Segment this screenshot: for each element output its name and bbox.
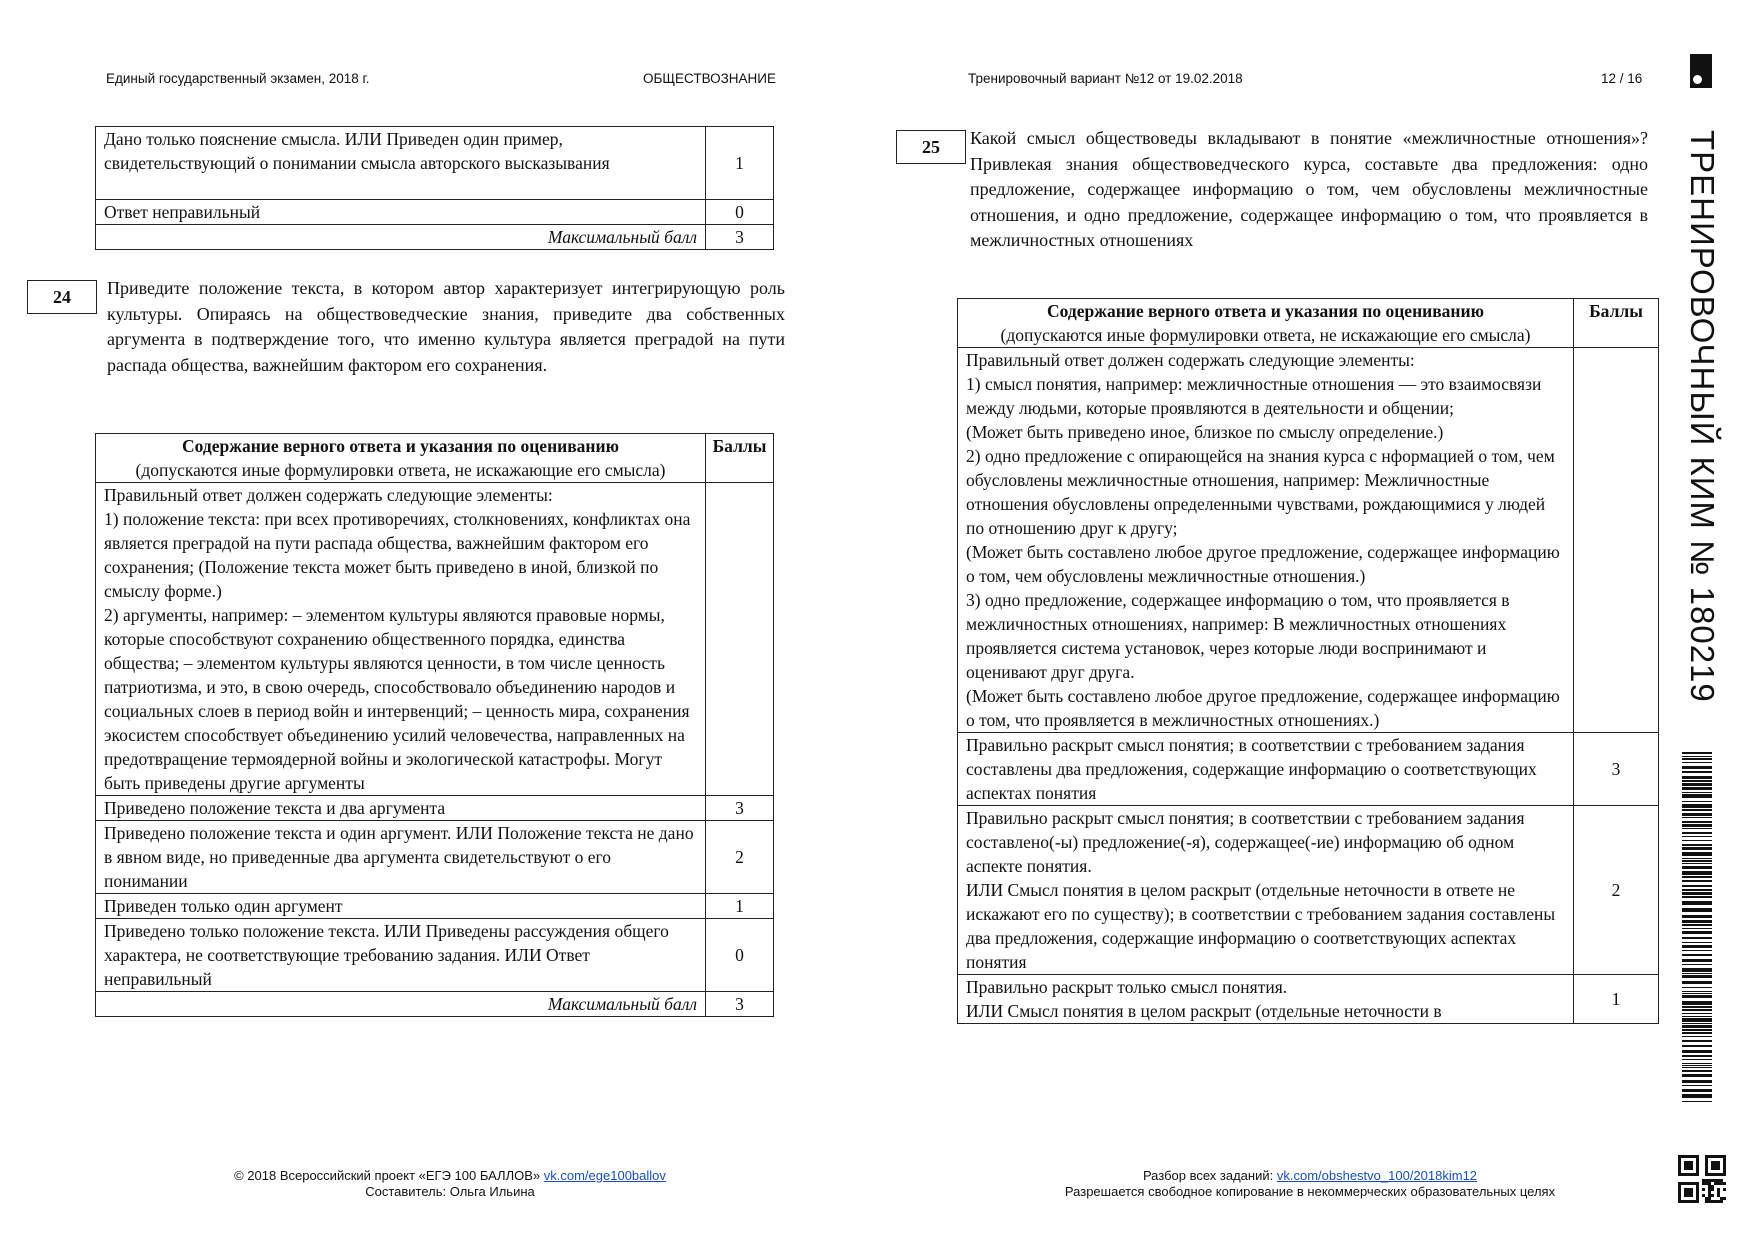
qr-finder-module [1684, 1188, 1693, 1197]
footer-copyright: © 2018 Всероссийский проект «ЕГЭ 100 БАЛЛОВ» [234, 1168, 541, 1183]
barcode-bar [1682, 1006, 1712, 1008]
table-header [958, 299, 1659, 348]
table-row [96, 796, 774, 821]
barcode-bar [1682, 959, 1712, 962]
qr-module [1714, 1179, 1717, 1182]
barcode-bar [1682, 780, 1712, 782]
table-header [96, 434, 774, 483]
barcode-bar [1682, 928, 1712, 929]
barcode-bar [1682, 931, 1712, 934]
barcode-bar [1682, 880, 1712, 882]
qr-module [1711, 1200, 1714, 1203]
qr-module [1705, 1182, 1708, 1185]
criterion-text: Правильно раскрыт только смысл понятия. ИЛИ Смысл понятия в целом раскрыт (отдельные неточности в [958, 975, 1574, 1024]
qr-module [1708, 1191, 1711, 1194]
footer-analysis-label: Разбор всех заданий: [1142, 1168, 1274, 1183]
barcode-bar [1682, 973, 1712, 974]
barcode-bar [1682, 1013, 1712, 1014]
barcode-bar [1682, 776, 1712, 779]
table-row [958, 733, 1659, 806]
barcode-bar [1682, 1065, 1712, 1066]
question-25-text: Какой смысл обществоведы вкладывают в понятие «межличностные отношения»? Привлекая знания обществоведческого курса, составьте два предложения: одно предложение, содержащее информацию о том, чем обусловлены межличностные отношения, и одно предложение, содержащее информацию о том, что проявляется в межличностных отношениях [970, 128, 1648, 250]
table-row [958, 806, 1659, 975]
answer-content: Правильный ответ должен содержать следующие элементы: 1) положение текста: при всех противоречиях, столкновениях, конфликтах она является преградой на пути распада общества, важнейшим фактором его сохранения; (Положение текста может быть приведено в иной, близкой по смыслу форме.) 2) аргументы, например: – элементом культуры являются правовые нормы, которые способствуют сохранению общественного порядка, единства общества; – элементом культуры являются ценности, в том числе ценность патриотизма, и это, в свою очередь, способствовало объединению народов и социальных слоев в период войн и интервенций; – ценность мира, сохранения экосистем способствует объединению усилий человечества, направленных на предотвращение термоядерной войны и экологической катастрофы. Могут быть приведены другие аргументы [96, 483, 706, 796]
barcode-bar [1682, 1040, 1712, 1042]
qr-module [1705, 1197, 1708, 1200]
barcode-bar [1682, 852, 1712, 856]
q25-grading-table [957, 298, 1659, 1024]
barcode-bar [1682, 924, 1712, 926]
qr-module [1717, 1191, 1720, 1194]
barcode-bar [1682, 901, 1712, 905]
barcode-bar [1682, 1080, 1712, 1083]
barcode-bar [1682, 1070, 1712, 1072]
header-note: (допускаются иные формулировки ответа, не искажающие его смысла) [1000, 325, 1531, 345]
score-value: 0 [706, 919, 774, 992]
barcode-bar [1682, 828, 1712, 829]
barcode-bar [1682, 993, 1712, 994]
table-row [96, 127, 774, 200]
barcode-bar [1682, 804, 1712, 808]
footer-right [990, 1168, 1630, 1200]
qr-module [1717, 1179, 1720, 1182]
header-note: (допускаются иные формулировки ответа, не искажающие его смысла) [135, 460, 666, 480]
qr-module [1708, 1179, 1711, 1182]
qr-module [1702, 1182, 1705, 1185]
qr-module [1708, 1197, 1711, 1200]
criterion-text: Дано только пояснение смысла. ИЛИ Приведен один пример, свидетельствующий о понимании смысла авторского высказывания [96, 127, 706, 200]
table-row [96, 200, 774, 225]
table-row [958, 975, 1659, 1024]
criterion-text: Приведен только один аргумент [96, 894, 706, 919]
table-row [958, 348, 1659, 733]
footer-author: Составитель: Ольга Ильина [365, 1184, 535, 1199]
barcode-bar [1682, 964, 1712, 965]
table-row [96, 483, 774, 796]
question-24-text: Приведите положение текста, в котором автор характеризует интегрирующую роль культуры. Опираясь на обществоведческие знания, приведите два собственных аргумента в подтверждение того, что именно культура является преградой на пути распада общества, важнейшим фактором его сохранения. [107, 278, 785, 375]
qr-module [1720, 1182, 1723, 1185]
qr-module [1702, 1194, 1705, 1197]
criterion-text: Приведено положение текста и два аргумента [96, 796, 706, 821]
q25-table-clip [957, 298, 1659, 1144]
barcode-bar [1682, 981, 1712, 984]
qr-module [1717, 1200, 1720, 1203]
top-grading-table [95, 126, 774, 250]
score-value: 0 [706, 200, 774, 225]
barcode-bar [1682, 1050, 1712, 1053]
qr-module [1723, 1197, 1726, 1200]
footer-left-link[interactable]: vk.com/ege100ballov [543, 1168, 666, 1183]
empty-score-cell [1574, 348, 1659, 733]
qr-module [1711, 1188, 1714, 1191]
score-value: 2 [1574, 806, 1659, 975]
table-row [96, 894, 774, 919]
barcode-bar [1682, 871, 1712, 875]
barcode-bar [1682, 1063, 1712, 1064]
barcode-bar [1682, 863, 1712, 864]
qr-module [1714, 1182, 1717, 1185]
qr-module [1711, 1185, 1714, 1188]
barcode-bar [1682, 809, 1712, 811]
qr-module [1714, 1200, 1717, 1203]
barcode-bar [1682, 1101, 1712, 1102]
barcode-bar [1682, 1085, 1712, 1086]
score-value: 1 [706, 894, 774, 919]
criterion-text: Правильно раскрыт смысл понятия; в соответствии с требованием задания составлено(-ы) предложение(-я), содержащее(-ие) информацию об одном аспекте понятия. ИЛИ Смысл понятия в целом раскрыт (отдельные неточности в ответе не искажают его по существу); в соответствии с требованием задания составлены два предложения, содержащие информацию о соответствующих аспектах понятия [958, 806, 1574, 975]
barcode-bar [1682, 840, 1712, 841]
barcode-bar [1682, 787, 1712, 790]
page-number: 12 / 16 [1601, 71, 1643, 86]
barcode-bar [1682, 1094, 1712, 1098]
footer-license: Разрешается свободное копирование в некоммерческих образовательных целях [1064, 1184, 1556, 1199]
qr-module [1705, 1179, 1708, 1182]
barcode-bar [1682, 858, 1712, 859]
score-value: 1 [1574, 975, 1659, 1024]
table-header-cell [96, 434, 706, 483]
max-score-value: 3 [706, 225, 774, 250]
barcode-bar [1682, 821, 1712, 823]
qr-module [1720, 1179, 1723, 1182]
qr-module [1708, 1185, 1711, 1188]
barcode-bar [1682, 1018, 1712, 1022]
barcode-bar [1682, 1055, 1712, 1057]
header-title: Содержание верного ответа и указания по оцениванию [182, 436, 619, 456]
q24-grading-table [95, 433, 774, 1017]
max-score-label: Максимальный балл [96, 992, 706, 1017]
barcode [1682, 752, 1712, 1102]
barcode-bar [1682, 920, 1712, 923]
qr-module [1717, 1194, 1720, 1197]
barcode-bar [1682, 991, 1712, 992]
barcode-bar [1682, 1023, 1712, 1024]
question-number-25: 25 [896, 130, 966, 164]
max-score-label: Максимальный балл [96, 225, 706, 250]
qr-module [1723, 1188, 1726, 1191]
variant-title: Тренировочный вариант №12 от 19.02.2018 [968, 71, 1243, 86]
barcode-bar [1682, 954, 1712, 956]
max-score-value: 3 [706, 992, 774, 1017]
barcode-bar [1682, 1089, 1712, 1092]
table-row [96, 919, 774, 992]
barcode-bar [1682, 1045, 1712, 1047]
barcode-bar [1682, 847, 1712, 850]
barcode-bar [1682, 1067, 1712, 1068]
barcode-bar [1682, 758, 1712, 760]
barcode-bar [1682, 987, 1712, 988]
barcode-bar [1682, 836, 1712, 837]
qr-module [1720, 1200, 1723, 1203]
exam-title: Единый государственный экзамен, 2018 г. [106, 71, 370, 86]
barcode-bar [1682, 766, 1712, 769]
question-number-24: 24 [27, 280, 97, 314]
barcode-bar [1682, 832, 1712, 834]
barcode-bar [1682, 860, 1712, 862]
barcode-bar [1682, 817, 1712, 818]
score-header: Баллы [706, 434, 774, 483]
barcode-bar [1682, 824, 1712, 827]
table-row [96, 225, 774, 250]
footer-right-link[interactable]: vk.com/obshestvo_100/2018kim12 [1276, 1168, 1478, 1183]
barcode-bar [1682, 968, 1712, 972]
barcode-bar [1682, 866, 1712, 869]
barcode-bar [1682, 937, 1712, 939]
barcode-bar [1682, 908, 1712, 912]
side-label: ТРЕНИРОВОЧНЫЙ КИМ № 180219 [1684, 130, 1721, 703]
qr-module [1717, 1188, 1720, 1191]
footer-left [150, 1168, 750, 1200]
barcode-bar [1682, 1036, 1712, 1037]
qr-module [1723, 1182, 1726, 1185]
criterion-text: Правильно раскрыт смысл понятия; в соответствии с требованием задания составлены два предложения, содержащие информацию о соответствующих аспектах понятия [958, 733, 1574, 806]
barcode-bar [1682, 942, 1712, 943]
barcode-bar [1682, 1059, 1712, 1060]
barcode-bar [1682, 801, 1712, 802]
score-value: 1 [706, 127, 774, 200]
table-row [96, 992, 774, 1017]
score-header: Баллы [1574, 299, 1659, 348]
corner-marker-icon [1690, 54, 1712, 88]
barcode-bar [1682, 1029, 1712, 1031]
barcode-bar [1682, 813, 1712, 816]
qr-finder-module [1711, 1161, 1720, 1170]
subject-title: ОБЩЕСТВОЗНАНИЕ [643, 71, 776, 86]
barcode-bar [1682, 844, 1712, 846]
criterion-text: Приведено положение текста и один аргумент. ИЛИ Положение текста не дано в явном виде, но приведенные два аргумента свидетельствуют о его понимании [96, 821, 706, 894]
answer-content: Правильный ответ должен содержать следующие элементы: 1) смысл понятия, например: межличностные отношения — это взаимосвязи между людьми, которые проявляются в деятельности и общении; (Может быть приведено иное, близкое по смыслу определение.) 2) одно предложение с опирающейся на знания курса с нформацией о том, чем обусловлены межличностные отношения, например: Межличностные отношения обусловлены определенными чувствами, рождающимися у людей по отношению друг к другу; (Может быть составлено любое другое предложение, содержащее информацию о том, чем обусловлены межличностные отношения.) 3) одно предложение, содержащее информацию о том, что проявляется в межличностных отношениях, например: В межличностных отношениях проявляется система установок, через которые люди воспринимают и оценивают друг друга. (Может быть составлено любое другое предложение, содержащее информацию о том, что проявляется в межличностных отношениях.) [958, 348, 1574, 733]
barcode-bar [1682, 794, 1712, 798]
qr-module [1711, 1194, 1714, 1197]
criterion-text: Приведено только положение текста. ИЛИ Приведены рассуждения общего характера, не соответствующие требованию задания. ИЛИ Ответ неправильный [96, 919, 706, 992]
qr-finder-module [1684, 1161, 1693, 1170]
barcode-bar [1682, 995, 1712, 998]
barcode-bar [1682, 1025, 1712, 1028]
qr-module [1705, 1200, 1708, 1203]
score-value: 3 [706, 796, 774, 821]
qr-module [1708, 1188, 1711, 1191]
barcode-bar [1682, 896, 1712, 898]
score-value: 2 [706, 821, 774, 894]
barcode-bar [1682, 1009, 1712, 1011]
barcode-bar [1682, 1032, 1712, 1034]
qr-module [1717, 1182, 1720, 1185]
barcode-bar [1682, 1001, 1712, 1005]
barcode-bar [1682, 756, 1712, 757]
barcode-bar [1682, 752, 1712, 754]
qr-code [1678, 1155, 1726, 1203]
barcode-bar [1682, 889, 1712, 891]
table-row [96, 821, 774, 894]
qr-module [1708, 1194, 1711, 1197]
barcode-bar [1682, 950, 1712, 951]
barcode-bar [1682, 762, 1712, 763]
barcode-bar [1682, 892, 1712, 895]
header-title: Содержание верного ответа и указания по оцениванию [1047, 301, 1484, 321]
barcode-bar [1682, 771, 1712, 773]
barcode-bar [1682, 975, 1712, 978]
barcode-bar [1682, 1074, 1712, 1077]
qr-module [1708, 1182, 1711, 1185]
table-header-cell [958, 299, 1574, 348]
barcode-bar [1682, 885, 1712, 887]
barcode-bar [1682, 783, 1712, 786]
empty-score-cell [706, 483, 774, 796]
barcode-bar [1682, 945, 1712, 948]
score-value: 3 [1574, 733, 1659, 806]
qr-module [1711, 1179, 1714, 1182]
barcode-bar [1682, 915, 1712, 918]
qr-module [1720, 1197, 1723, 1200]
barcode-bar [1682, 1016, 1712, 1017]
barcode-bar [1682, 876, 1712, 878]
qr-module [1702, 1179, 1705, 1182]
qr-module [1708, 1200, 1711, 1203]
barcode-bar [1682, 792, 1712, 793]
qr-module [1702, 1188, 1705, 1191]
criterion-text: Ответ неправильный [96, 200, 706, 225]
